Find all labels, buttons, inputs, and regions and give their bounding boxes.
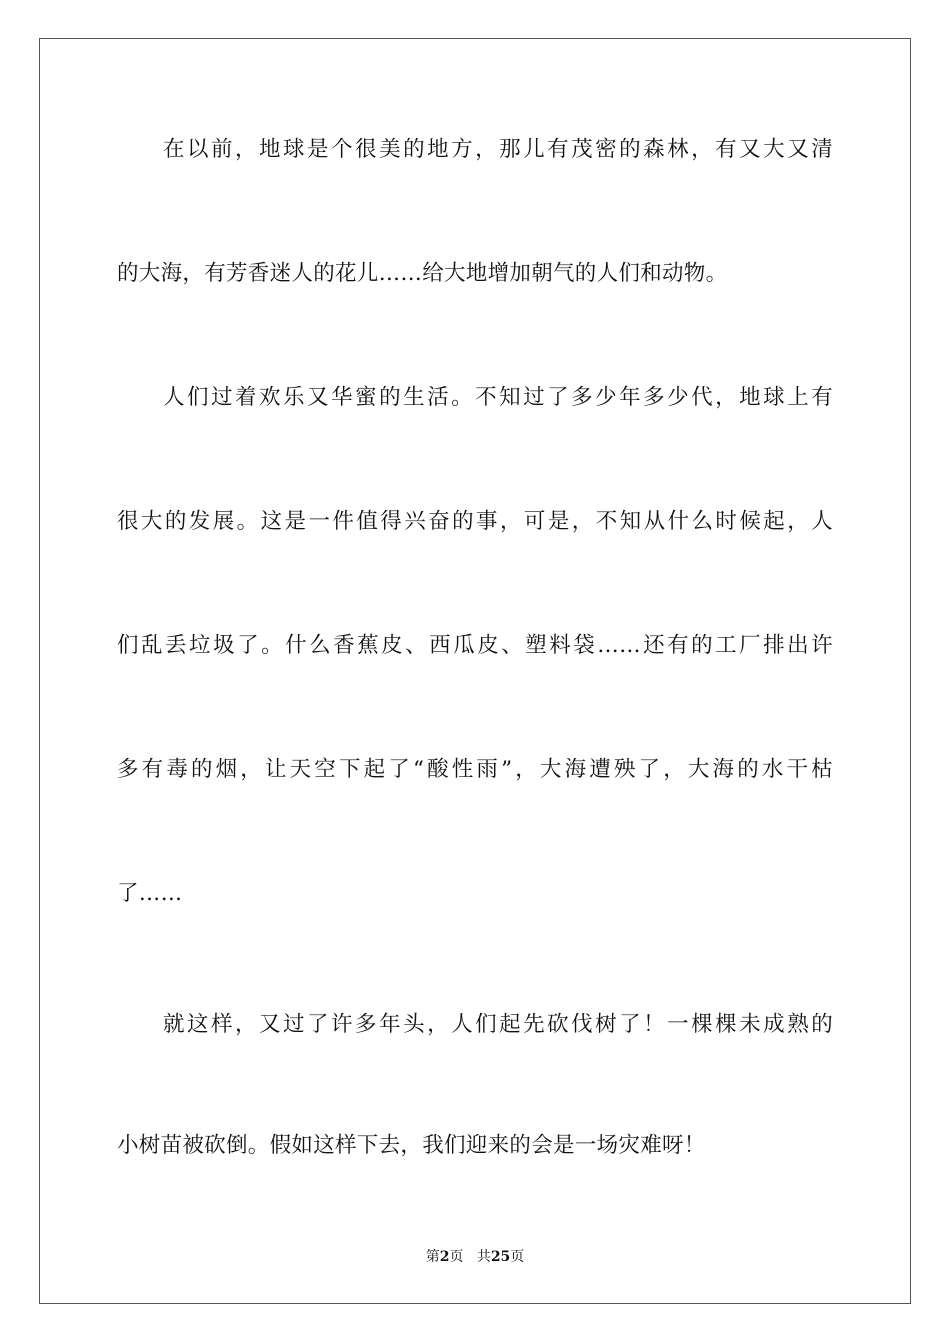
text-line: 们乱丢垃圾了。什么香蕉皮、西瓜皮、塑料袋……还有的工厂排出许 bbox=[117, 633, 833, 658]
total-label-prefix: 共 bbox=[476, 1249, 491, 1265]
text-line: 在以前，地球是个很美的地方，那儿有茂密的森林，有又大又清 bbox=[163, 137, 833, 162]
total-pages: 25 bbox=[490, 1249, 511, 1265]
page-label-suffix: 页 bbox=[449, 1249, 464, 1265]
text-line: 的大海，有芳香迷人的花儿……给大地增加朝气的人们和动物。 bbox=[117, 261, 728, 286]
text-line: 很大的发展。这是一件值得兴奋的事，可是，不知从什么时候起，人 bbox=[117, 509, 833, 534]
text-line: 就这样，又过了许多年头，人们起先砍伐树了！一棵棵未成熟的 bbox=[163, 1012, 833, 1037]
page-frame bbox=[39, 38, 911, 1304]
page-label-prefix: 第 bbox=[425, 1249, 440, 1265]
text-line: 了…… bbox=[117, 881, 183, 906]
text-line: 人们过着欢乐又华蜜的生活。不知过了多少年多少代，地球上有 bbox=[163, 385, 833, 410]
text-line: 多有毒的烟，让天空下起了“酸性雨”，大海遭殃了，大海的水干枯 bbox=[117, 757, 833, 782]
total-label-suffix: 页 bbox=[510, 1249, 525, 1265]
text-line: 小树苗被砍倒。假如这样下去，我们迎来的会是一场灾难呀！ bbox=[117, 1133, 706, 1158]
page-footer bbox=[0, 1247, 950, 1267]
page-number: 2 bbox=[439, 1249, 450, 1265]
